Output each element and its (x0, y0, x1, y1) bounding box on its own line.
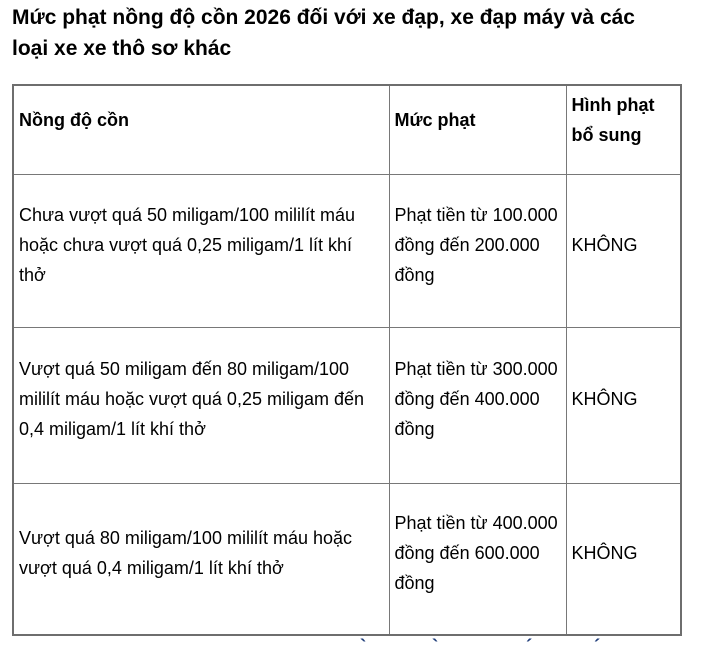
cell-additional-penalty: KHÔNG (566, 327, 681, 483)
cell-concentration: Vượt quá 50 miligam đến 80 miligam/100 mililít máu hoặc vượt quá 0,25 miligam đến 0,4 miligam/1 lít khí thở (13, 327, 389, 483)
table-row (13, 483, 681, 635)
header-additional-penalty: Hình phạt bổ sung (566, 85, 681, 174)
accent-fragment: ´ (526, 637, 533, 658)
cell-fine: Phạt tiền từ 100.000 đồng đến 200.000 đồng (389, 174, 566, 327)
clipped-next-line (0, 637, 720, 658)
cell-additional-penalty: KHÔNG (566, 483, 681, 635)
table-row (13, 327, 681, 483)
cell-concentration: Vượt quá 80 miligam/100 mililít máu hoặc vượt quá 0,4 miligam/1 lít khí thở (13, 483, 389, 635)
table-header-row (13, 85, 681, 174)
accent-fragment: ` (432, 637, 439, 658)
header-fine-level: Mức phạt (389, 85, 566, 174)
alcohol-fines-table (12, 84, 682, 636)
header-alcohol-concentration: Nồng độ cồn (13, 85, 389, 174)
cell-fine: Phạt tiền từ 300.000 đồng đến 400.000 đồng (389, 327, 566, 483)
accent-fragment: ´ (594, 637, 601, 658)
accent-fragment: ` (360, 637, 367, 658)
table-row (13, 174, 681, 327)
cell-fine: Phạt tiền từ 400.000 đồng đến 600.000 đồng (389, 483, 566, 635)
article-page (0, 2, 720, 658)
cell-additional-penalty: KHÔNG (566, 174, 681, 327)
page-title: Mức phạt nồng độ cồn 2026 đối với xe đạp, xe đạp máy và các loại xe xe thô sơ khác (12, 6, 635, 60)
cell-concentration: Chưa vượt quá 50 miligam/100 mililít máu hoặc chưa vượt quá 0,25 miligam/1 lít khí thở (13, 174, 389, 327)
